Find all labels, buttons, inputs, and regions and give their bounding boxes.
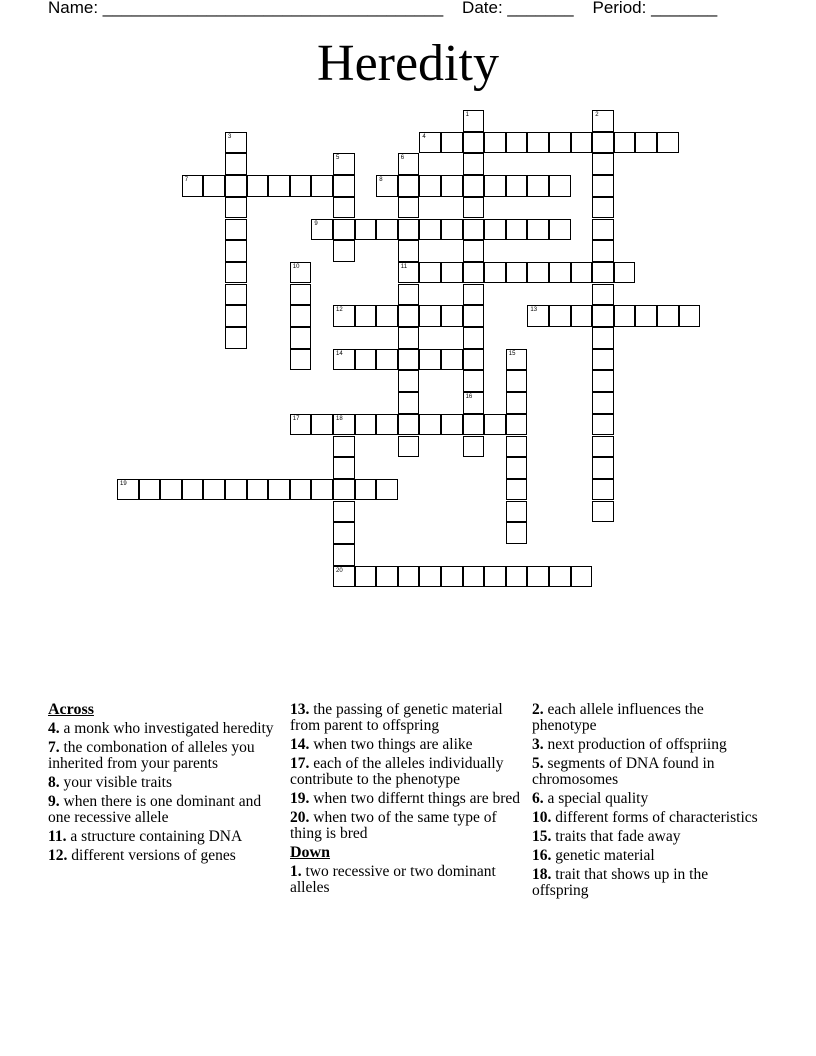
crossword-cell[interactable] bbox=[506, 436, 528, 458]
crossword-cell[interactable] bbox=[657, 305, 679, 327]
crossword-cell[interactable] bbox=[592, 219, 614, 241]
crossword-cell[interactable] bbox=[549, 132, 571, 154]
crossword-cell[interactable] bbox=[592, 392, 614, 414]
clue-item-text: the passing of genetic material from parent to offspring bbox=[290, 701, 503, 734]
crossword-cell[interactable] bbox=[592, 479, 614, 501]
crossword-cell[interactable] bbox=[463, 219, 485, 241]
clue-column-2 bbox=[290, 702, 522, 899]
crossword-cell[interactable] bbox=[441, 414, 463, 436]
clue-item-number: 3. bbox=[532, 736, 544, 753]
crossword-cell[interactable] bbox=[571, 566, 593, 588]
crossword-cell[interactable] bbox=[463, 153, 485, 175]
clue-number: 1 bbox=[465, 112, 469, 118]
clue-item bbox=[48, 740, 280, 772]
crossword-cell[interactable] bbox=[419, 132, 441, 154]
crossword-cell[interactable] bbox=[333, 153, 355, 175]
clue-item-text: when there is one dominant and one recessive allele bbox=[48, 793, 262, 826]
clue-number: 10 bbox=[292, 263, 300, 270]
crossword-cell[interactable] bbox=[441, 349, 463, 371]
clue-item-number: 17. bbox=[290, 755, 310, 772]
clue-item bbox=[532, 810, 764, 826]
crossword-cell[interactable] bbox=[527, 262, 549, 284]
crossword-cell[interactable] bbox=[592, 501, 614, 523]
crossword-cell[interactable] bbox=[441, 132, 463, 154]
crossword-cell[interactable] bbox=[506, 219, 528, 241]
crossword-cell[interactable] bbox=[441, 305, 463, 327]
clue-item-number: 16. bbox=[532, 847, 552, 864]
crossword-cell[interactable] bbox=[463, 305, 485, 327]
clue-item bbox=[532, 702, 764, 734]
crossword-cell[interactable] bbox=[463, 414, 485, 436]
crossword-cell[interactable] bbox=[592, 262, 614, 284]
crossword-cell[interactable] bbox=[333, 219, 355, 241]
crossword-cell[interactable] bbox=[225, 262, 247, 284]
clue-number: 20 bbox=[336, 567, 343, 574]
crossword-cell[interactable] bbox=[463, 284, 485, 306]
crossword-cell[interactable] bbox=[506, 175, 528, 197]
clue-item-number: 8. bbox=[48, 774, 60, 791]
crossword-cell[interactable] bbox=[506, 414, 528, 436]
crossword-cell[interactable] bbox=[571, 305, 593, 327]
clue-item-number: 10. bbox=[532, 809, 552, 826]
clue-item bbox=[290, 791, 522, 807]
clue-item bbox=[532, 756, 764, 788]
clue-item-text: next production of offspriing bbox=[543, 736, 727, 753]
crossword-cell[interactable] bbox=[376, 305, 398, 327]
crossword-cell[interactable] bbox=[398, 436, 420, 458]
crossword-cell[interactable] bbox=[463, 566, 485, 588]
crossword-cell[interactable] bbox=[117, 479, 139, 501]
crossword-cell[interactable] bbox=[571, 262, 593, 284]
crossword-cell[interactable] bbox=[376, 349, 398, 371]
crossword-cell[interactable] bbox=[203, 479, 225, 501]
crossword-cell[interactable] bbox=[571, 132, 593, 154]
crossword-cell[interactable] bbox=[225, 197, 247, 219]
crossword-cell[interactable] bbox=[333, 414, 355, 436]
crossword-cell[interactable] bbox=[419, 349, 441, 371]
clue-number: 12 bbox=[336, 307, 343, 314]
crossword-cell[interactable] bbox=[398, 566, 420, 588]
clue-item-number: 19. bbox=[290, 790, 310, 807]
clue-item-number: 1. bbox=[290, 863, 302, 880]
crossword-cell[interactable] bbox=[635, 132, 657, 154]
crossword-cell[interactable] bbox=[290, 414, 312, 436]
crossword-cell[interactable] bbox=[225, 240, 247, 262]
clue-item-number: 14. bbox=[290, 736, 310, 753]
crossword-cell[interactable] bbox=[225, 153, 247, 175]
crossword-cell[interactable] bbox=[614, 132, 636, 154]
crossword-cell[interactable] bbox=[592, 327, 614, 349]
crossword-cell[interactable] bbox=[506, 262, 528, 284]
clue-item-text: different forms of characteristics bbox=[551, 809, 758, 826]
clue-item-text: two recessive or two dominant alleles bbox=[290, 863, 496, 896]
crossword-cell[interactable] bbox=[614, 305, 636, 327]
crossword-cell[interactable] bbox=[549, 175, 571, 197]
clue-item bbox=[290, 864, 522, 896]
crossword-cell[interactable] bbox=[549, 566, 571, 588]
crossword-cell[interactable] bbox=[506, 479, 528, 501]
crossword-cell[interactable] bbox=[333, 436, 355, 458]
crossword-cell[interactable] bbox=[333, 305, 355, 327]
clue-number: 2 bbox=[595, 112, 599, 118]
crossword-cell[interactable] bbox=[463, 132, 485, 154]
crossword-cell[interactable] bbox=[290, 305, 312, 327]
clue-item-text: trait that shows up in the offspring bbox=[532, 866, 709, 899]
crossword-cell[interactable] bbox=[635, 305, 657, 327]
crossword-cell[interactable] bbox=[247, 175, 269, 197]
crossword-cell[interactable] bbox=[592, 132, 614, 154]
clue-number: 3 bbox=[228, 133, 232, 140]
crossword-cell[interactable] bbox=[592, 175, 614, 197]
crossword-cell[interactable] bbox=[376, 175, 398, 197]
clue-item bbox=[48, 829, 280, 845]
crossword-cell[interactable] bbox=[484, 132, 506, 154]
clue-column-1 bbox=[48, 702, 280, 867]
crossword-cell[interactable] bbox=[592, 305, 614, 327]
crossword-cell[interactable] bbox=[506, 349, 528, 371]
crossword-cell[interactable] bbox=[398, 349, 420, 371]
crossword-cell[interactable] bbox=[311, 414, 333, 436]
clue-item-number: 7. bbox=[48, 739, 60, 756]
crossword-cell[interactable] bbox=[592, 349, 614, 371]
crossword-cell[interactable] bbox=[247, 479, 269, 501]
crossword-cell[interactable] bbox=[398, 219, 420, 241]
crossword-cell[interactable] bbox=[290, 175, 312, 197]
crossword-cell[interactable] bbox=[592, 436, 614, 458]
crossword-cell[interactable] bbox=[527, 305, 549, 327]
crossword-cell[interactable] bbox=[290, 284, 312, 306]
crossword-cell[interactable] bbox=[506, 392, 528, 414]
clue-item-number: 13. bbox=[290, 701, 310, 718]
clue-item-number: 18. bbox=[532, 866, 552, 883]
crossword-cell[interactable] bbox=[398, 414, 420, 436]
crossword-cell[interactable] bbox=[592, 110, 614, 132]
clue-item bbox=[48, 794, 280, 826]
clue-number: 4 bbox=[422, 133, 426, 140]
clue-item bbox=[290, 810, 522, 842]
crossword-cell[interactable] bbox=[527, 219, 549, 241]
crossword-cell[interactable] bbox=[225, 132, 247, 154]
crossword-cell[interactable] bbox=[398, 305, 420, 327]
crossword-cell[interactable] bbox=[376, 566, 398, 588]
clue-item bbox=[532, 848, 764, 864]
clue-item bbox=[290, 702, 522, 734]
crossword-cell[interactable] bbox=[549, 305, 571, 327]
clue-item-text: a special quality bbox=[543, 790, 649, 807]
clue-item-text: your visible traits bbox=[59, 774, 172, 791]
clue-number: 14 bbox=[336, 350, 343, 357]
clue-item bbox=[532, 737, 764, 753]
clue-number: 9 bbox=[314, 220, 318, 227]
crossword-cell[interactable] bbox=[182, 479, 204, 501]
crossword-cell[interactable] bbox=[549, 219, 571, 241]
clue-item-text: when two of the same type of thing is bred bbox=[290, 809, 497, 842]
clue-item bbox=[290, 756, 522, 788]
crossword-cell[interactable] bbox=[398, 262, 420, 284]
clue-number: 18 bbox=[336, 415, 343, 422]
crossword-cell[interactable] bbox=[463, 262, 485, 284]
crossword-cell[interactable] bbox=[484, 566, 506, 588]
clue-item bbox=[290, 737, 522, 753]
crossword-cell[interactable] bbox=[355, 566, 377, 588]
crossword-cell[interactable] bbox=[139, 479, 161, 501]
crossword-cell[interactable] bbox=[484, 262, 506, 284]
crossword-cell[interactable] bbox=[592, 284, 614, 306]
clue-column-3 bbox=[532, 702, 764, 902]
clue-item-number: 20. bbox=[290, 809, 310, 826]
crossword-cell[interactable] bbox=[333, 522, 355, 544]
crossword-cell[interactable] bbox=[592, 457, 614, 479]
clue-item-number: 6. bbox=[532, 790, 544, 807]
crossword-cell[interactable] bbox=[592, 240, 614, 262]
clue-item-text: a monk who investigated heredity bbox=[59, 720, 274, 737]
crossword-cell[interactable] bbox=[398, 392, 420, 414]
crossword-cell[interactable] bbox=[463, 370, 485, 392]
crossword-cell[interactable] bbox=[463, 240, 485, 262]
clue-item-text: when two differnt things are bred bbox=[309, 790, 521, 807]
clue-item bbox=[532, 829, 764, 845]
crossword-cell[interactable] bbox=[333, 566, 355, 588]
page-title: Heredity bbox=[317, 35, 499, 92]
crossword-cell[interactable] bbox=[506, 501, 528, 523]
clue-item-number: 2. bbox=[532, 701, 544, 718]
crossword-cell[interactable] bbox=[484, 175, 506, 197]
clue-item-number: 15. bbox=[532, 828, 552, 845]
crossword-cell[interactable] bbox=[398, 327, 420, 349]
crossword-cell[interactable] bbox=[527, 175, 549, 197]
crossword-cell[interactable] bbox=[463, 197, 485, 219]
down-heading: Down bbox=[290, 844, 331, 861]
crossword-cell[interactable] bbox=[225, 175, 247, 197]
clue-item-text: each of the alleles individually contribute to the phenotype bbox=[290, 755, 504, 788]
crossword-cell[interactable] bbox=[506, 522, 528, 544]
crossword-cell[interactable] bbox=[225, 479, 247, 501]
crossword-cell[interactable] bbox=[419, 262, 441, 284]
clue-item bbox=[48, 721, 280, 737]
clue-number: 15 bbox=[508, 350, 516, 357]
crossword-cell[interactable] bbox=[333, 544, 355, 566]
crossword-cell[interactable] bbox=[441, 566, 463, 588]
crossword-cell[interactable] bbox=[333, 457, 355, 479]
crossword-cell[interactable] bbox=[225, 219, 247, 241]
crossword-cell[interactable] bbox=[225, 305, 247, 327]
crossword-cell[interactable] bbox=[592, 153, 614, 175]
crossword-cell[interactable] bbox=[592, 370, 614, 392]
crossword-cell[interactable] bbox=[506, 566, 528, 588]
clue-number: 11 bbox=[400, 263, 408, 270]
clue-item bbox=[532, 791, 764, 807]
crossword-cell[interactable] bbox=[333, 175, 355, 197]
clue-item-text: a structure containing DNA bbox=[66, 828, 243, 845]
clue-item-text: the combonation of alleles you inherited from your parents bbox=[48, 739, 255, 772]
crossword-cell[interactable] bbox=[506, 132, 528, 154]
crossword-cell[interactable] bbox=[290, 349, 312, 371]
across-heading: Across bbox=[48, 701, 94, 718]
crossword-cell[interactable] bbox=[376, 479, 398, 501]
clue-item bbox=[532, 867, 764, 899]
crossword-cell[interactable] bbox=[182, 175, 204, 197]
crossword-cell[interactable] bbox=[506, 457, 528, 479]
crossword-cell[interactable] bbox=[290, 262, 312, 284]
crossword-cell[interactable] bbox=[657, 132, 679, 154]
crossword-cell[interactable] bbox=[268, 175, 290, 197]
clue-number: 16 bbox=[465, 394, 473, 401]
crossword-cell[interactable] bbox=[355, 349, 377, 371]
crossword-cell[interactable] bbox=[441, 262, 463, 284]
crossword-cell[interactable] bbox=[333, 501, 355, 523]
crossword-cell[interactable] bbox=[419, 219, 441, 241]
clue-item-text: different versions of genes bbox=[67, 847, 236, 864]
clue-number: 17 bbox=[292, 415, 300, 422]
clue-item-text: each allele influences the phenotype bbox=[532, 701, 704, 734]
crossword-cell[interactable] bbox=[333, 240, 355, 262]
crossword-cell[interactable] bbox=[355, 219, 377, 241]
crossword-cell[interactable] bbox=[679, 305, 701, 327]
crossword-cell[interactable] bbox=[311, 479, 333, 501]
crossword-cell[interactable] bbox=[419, 305, 441, 327]
clue-number: 19 bbox=[120, 480, 127, 487]
clue-item-number: 4. bbox=[48, 720, 60, 737]
crossword-cell[interactable] bbox=[398, 284, 420, 306]
crossword-cell[interactable] bbox=[376, 219, 398, 241]
crossword-cell[interactable] bbox=[398, 370, 420, 392]
crossword-cell[interactable] bbox=[290, 327, 312, 349]
crossword-cell[interactable] bbox=[592, 197, 614, 219]
crossword-cell[interactable] bbox=[398, 175, 420, 197]
crossword-cell[interactable] bbox=[225, 327, 247, 349]
crossword-cell[interactable] bbox=[160, 479, 182, 501]
crossword-cell[interactable] bbox=[355, 479, 377, 501]
clue-item-number: 9. bbox=[48, 793, 60, 810]
crossword-cell[interactable] bbox=[419, 566, 441, 588]
clue-item-text: traits that fade away bbox=[551, 828, 681, 845]
clue-item-text: genetic material bbox=[551, 847, 655, 864]
crossword-cell[interactable] bbox=[506, 370, 528, 392]
clue-item-number: 5. bbox=[532, 755, 544, 772]
clue-item-number: 11. bbox=[48, 828, 67, 845]
crossword-cell[interactable] bbox=[592, 414, 614, 436]
crossword-cell[interactable] bbox=[463, 436, 485, 458]
crossword-cell[interactable] bbox=[355, 305, 377, 327]
clue-item-number: 12. bbox=[48, 847, 68, 864]
crossword-cell[interactable] bbox=[333, 479, 355, 501]
crossword-cell[interactable] bbox=[484, 414, 506, 436]
crossword-cell[interactable] bbox=[441, 219, 463, 241]
crossword-cell[interactable] bbox=[484, 219, 506, 241]
crossword-cell[interactable] bbox=[419, 414, 441, 436]
clue-item-text: segments of DNA found in chromosomes bbox=[532, 755, 715, 788]
crossword-cell[interactable] bbox=[333, 197, 355, 219]
student-info-line: Name: ____________________________________ Date: _______ Period: _______ bbox=[48, 0, 718, 17]
crossword-cell[interactable] bbox=[333, 349, 355, 371]
crossword-cell[interactable] bbox=[463, 175, 485, 197]
crossword-cell[interactable] bbox=[376, 414, 398, 436]
crossword-cell[interactable] bbox=[463, 392, 485, 414]
clue-item bbox=[48, 775, 280, 791]
crossword-cell[interactable] bbox=[311, 175, 333, 197]
crossword-cell[interactable] bbox=[311, 219, 333, 241]
clue-number: 8 bbox=[379, 177, 383, 184]
crossword-cell[interactable] bbox=[419, 175, 441, 197]
crossword-cell[interactable] bbox=[463, 349, 485, 371]
clue-number: 13 bbox=[530, 307, 538, 314]
crossword-cell[interactable] bbox=[527, 132, 549, 154]
clue-number: 7 bbox=[184, 177, 189, 184]
clue-number: 5 bbox=[336, 155, 340, 162]
crossword-cell[interactable] bbox=[355, 414, 377, 436]
crossword-cell[interactable] bbox=[398, 197, 420, 219]
crossword-cell[interactable] bbox=[398, 240, 420, 262]
clue-number: 6 bbox=[400, 155, 405, 162]
crossword-cell[interactable] bbox=[614, 262, 636, 284]
clue-item bbox=[48, 848, 280, 864]
crossword-cell[interactable] bbox=[549, 262, 571, 284]
clue-item-text: when two things are alike bbox=[309, 736, 473, 753]
crossword-cell[interactable] bbox=[268, 479, 290, 501]
crossword-cell[interactable] bbox=[441, 175, 463, 197]
crossword-cell[interactable] bbox=[225, 284, 247, 306]
crossword-cell[interactable] bbox=[463, 110, 485, 132]
crossword-cell[interactable] bbox=[203, 175, 225, 197]
crossword-cell[interactable] bbox=[527, 566, 549, 588]
crossword-cell[interactable] bbox=[398, 153, 420, 175]
crossword-cell[interactable] bbox=[463, 327, 485, 349]
crossword-cell[interactable] bbox=[290, 479, 312, 501]
